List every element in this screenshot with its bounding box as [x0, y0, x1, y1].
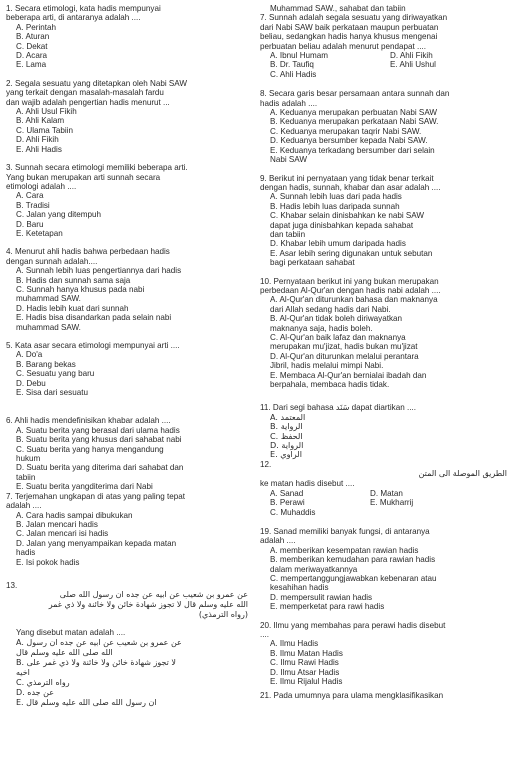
- option-b[interactable]: B. Keduanya merupakan perkataan Nabi SAW.: [270, 117, 439, 127]
- option-b[interactable]: B. Barang bekas: [16, 359, 76, 369]
- option-b[interactable]: B. Jalan mencari hadis: [16, 519, 98, 529]
- left-column: [6, 4, 248, 708]
- question-13: [6, 581, 248, 708]
- option-d[interactable]: D. Ahli Fikih: [390, 51, 433, 61]
- question-stem: 8. Secara garis besar persamaan antara sunnah dan hadis adalah ....: [260, 89, 450, 108]
- option-c[interactable]: C. رواه الترمذي: [16, 677, 70, 687]
- option-d[interactable]: D. Keduanya bersumber kepada Nabi SAW.: [270, 136, 428, 146]
- option-c[interactable]: C. Keduanya merupakan taqrir Nabi SAW.: [270, 126, 422, 136]
- question-stem: 6. Ahli hadis mendefinisikan khabar adalah ....: [6, 416, 171, 426]
- option-c[interactable]: C. Jalan yang ditempuh: [16, 210, 102, 220]
- option-c[interactable]: C. Suatu berita yang hanya mengandung hukum: [16, 444, 164, 464]
- option-e[interactable]: E. Keduanya terkadang bersumber dari selain Nabi SAW: [270, 145, 435, 165]
- option-a[interactable]: A. Keduanya merupakan perbuatan Nabi SAW: [270, 108, 438, 118]
- option-c[interactable]: C. Khabar selain dinisbahkan ke nabi SAW dapat juga dinisbahkan kepada sahabat dan tabiin: [270, 211, 425, 239]
- option-b[interactable]: B. Perawi: [270, 498, 305, 508]
- question-stem: 19. Sanad memiliki banyak fungsi, di antaranya adalah ....: [260, 526, 430, 546]
- question-stem: 4. Menurut ahli hadis bahwa perbedaan hadis dengan sunnah adalah....: [6, 247, 170, 266]
- question-11: [260, 403, 507, 459]
- option-b[interactable]: B. Suatu berita yang khusus dari sahabat nabi: [16, 435, 182, 445]
- option-c[interactable]: C. Jalan mencari isi hadis: [16, 529, 109, 539]
- option-d[interactable]: D. Ilmu Atsar Hadis: [270, 667, 340, 677]
- option-e[interactable]: E. Sisa dari sesuatu: [16, 388, 88, 398]
- option-e[interactable]: E. Ketetapan: [16, 228, 63, 238]
- question-3: [6, 163, 248, 238]
- option-a[interactable]: A. Ibnul Humam: [270, 51, 329, 61]
- option-a[interactable]: A. Perintah: [16, 22, 57, 32]
- question-stem: 7. Sunnah adalah segala sesuatu yang diriwayatkan dari Nabi SAW baik perkataan maupun perbuatan beliau, sedangkan hadis hanya khusus mengenai perbuatan beliau adalah menurut pendapat ....: [260, 13, 448, 51]
- question-21: 21. Pada umumnya para ulama mengklasifikasikan: [260, 691, 444, 701]
- option-e[interactable]: E. Ahli Hadis: [16, 144, 62, 154]
- option-d[interactable]: D. عن جده: [16, 687, 54, 697]
- question-9: [260, 174, 507, 268]
- arabic-phrase: الطريق الموصلة الى المتن: [418, 469, 507, 479]
- option-c[interactable]: C. Ahli Hadis: [270, 69, 317, 79]
- option-e[interactable]: E. memperketat para rawi hadis: [270, 602, 385, 612]
- option-e[interactable]: E. ان رسول الله صلى الله عليه وسلم قال: [16, 697, 157, 707]
- option-d[interactable]: D. الرواية: [270, 440, 304, 451]
- option-b[interactable]: B. Aturan: [16, 32, 50, 42]
- option-row: [270, 51, 507, 60]
- option-a[interactable]: A. Do'a: [16, 350, 43, 360]
- option-row: [270, 70, 507, 79]
- option-e[interactable]: E. Lama: [16, 60, 47, 70]
- option-a[interactable]: A. Sunnah lebih luas dari pada hadis: [270, 192, 402, 202]
- question-stem: 3. Sunnah secara etimologi memiliki beberapa arti. Yang bukan merupakan arti sunnah secara etimologi adalah ....: [6, 163, 188, 191]
- option-a[interactable]: A. Ahli Usul Fikih: [16, 107, 77, 117]
- option-b[interactable]: B. Hadis dan sunnah sama saja: [16, 275, 131, 285]
- option-d[interactable]: D. Hadis lebih kuat dari sunnah: [16, 303, 129, 313]
- stem-text: 11. Dari segi bahasa: [260, 403, 336, 413]
- option-row: [270, 60, 507, 69]
- option-b[interactable]: B. Al-Qur'an tidak boleh diriwayatkan maknanya saja, hadis boleh.: [270, 314, 403, 333]
- option-c[interactable]: C. Dekat: [16, 41, 48, 51]
- option-d[interactable]: D. Khabar lebih umum daripada hadis: [270, 239, 406, 249]
- option-e[interactable]: E. Suatu berita yangditerima dari Nabi: [16, 482, 153, 492]
- question-stem: Yang disebut matan adalah ....: [16, 628, 126, 638]
- question-stem: ke matan hadis disebut ....: [260, 479, 355, 489]
- option-b[interactable]: B. لا تجوز شهادة خائن ولا خائنة ولا ذي غمر على اخيه: [16, 657, 176, 677]
- option-c[interactable]: C. Sunnah hanya khusus pada nabi muhammad SAW.: [16, 284, 145, 304]
- option-d[interactable]: D. mempersulit rawian hadis: [270, 592, 373, 602]
- option-d[interactable]: D. Acara: [16, 51, 48, 61]
- right-column: [260, 4, 507, 701]
- question-stem: 7. Terjemahan ungkapan di atas yang paling tepat adalah ....: [6, 491, 185, 511]
- option-a[interactable]: A. Sunnah lebih luas pengertiannya dari hadis: [16, 266, 182, 276]
- option-e[interactable]: E. Mukharrij: [370, 498, 414, 508]
- question-2: [6, 79, 248, 154]
- option-e[interactable]: E. Ilmu Rijalul Hadis: [270, 677, 343, 686]
- option-c[interactable]: C. mempertanggungjawabkan kebenaran atau kesahihan hadis: [270, 573, 437, 593]
- option-c[interactable]: C. Sesuatu yang baru: [16, 369, 95, 379]
- option-c[interactable]: C. Muhaddis: [270, 507, 316, 517]
- question-12: [260, 460, 507, 517]
- question-5: [6, 341, 248, 397]
- continued-text: Muhammad SAW., sahabat dan tabiin: [270, 4, 406, 13]
- option-c[interactable]: C. Ulama Tabiin: [16, 125, 73, 135]
- option-a[interactable]: A. عن عمرو بن شعيب عن ابيه عن جده ان رسول الله صلى الله عليه وسلم قال: [16, 637, 182, 657]
- option-a[interactable]: A. Ilmu Hadis: [270, 639, 319, 649]
- option-c[interactable]: C. الحفظ: [270, 430, 303, 441]
- option-a[interactable]: A. Sanad: [270, 488, 304, 498]
- option-e[interactable]: E. Asar lebih sering digunakan untuk sebutan bagi perkataan sahabat: [270, 248, 433, 268]
- option-e[interactable]: E. Hadis bisa disandarkan pada selain nabi muhammad SAW.: [16, 313, 172, 332]
- option-b[interactable]: B. Dr. Taufiq: [270, 60, 314, 70]
- question-stem: 20. Ilmu yang membahas para perawi hadis disebut ....: [260, 620, 446, 639]
- option-row: [270, 508, 507, 517]
- option-a[interactable]: A. Al-Qur'an diturunkan bahasa dan maknanya dari Allah sedang hadis dari Nabi.: [270, 295, 438, 314]
- question-8: [260, 89, 507, 164]
- option-a[interactable]: A. المعتمد: [270, 411, 306, 422]
- option-row: [270, 498, 507, 507]
- option-a[interactable]: A. memberikan kesempatan rawian hadis: [270, 545, 419, 555]
- option-b[interactable]: B. Tradisi: [16, 200, 50, 210]
- option-d[interactable]: D. Jalan yang menyampaikan kepada matan hadis: [16, 538, 177, 558]
- question-stem: 5. Kata asar secara etimologi mempunyai arti ....: [6, 341, 180, 350]
- question-stem: 1. Secara etimologi, kata hadis mempunyai beberapa arti, di antaranya adalah ....: [6, 4, 161, 23]
- question-7b: [260, 13, 507, 79]
- question-stem: 9. Berikut ini pernyataan yang tidak benar terkait dengan hadis, sunnah, khabar dan asar adalah ....: [260, 173, 441, 192]
- option-d[interactable]: D. Al-Qur'an diturunkan melalui perantara Jibril, hadis melalui mimpi Nabi.: [270, 351, 419, 371]
- option-row: [270, 489, 507, 498]
- option-d[interactable]: D. Matan: [370, 488, 403, 498]
- option-e[interactable]: E. Ahli Ushul: [390, 60, 436, 70]
- arabic-hadith-text: عن عمرو بن شعيب عن ابيه عن جده ان رسول الله صلى الله عليه وسلم قال لا تجوز شهادة خائن ولا خائنة ولا ذي غمر (رواه الترمذي): [48, 590, 248, 620]
- option-a[interactable]: A. Suatu berita yang berasal dari ulama hadis: [16, 425, 180, 435]
- question-1: [6, 4, 248, 70]
- option-d[interactable]: D. Suatu berita yang diterima dari sahabat dan tabiin: [16, 463, 184, 482]
- option-e[interactable]: E. Membaca Al-Qur'an bernialai ibadah dan berpahala, membaca hadis tidak.: [270, 370, 427, 390]
- option-b[interactable]: B. Ahli Kalam: [16, 116, 65, 126]
- option-c[interactable]: C. Ilmu Rawi Hadis: [270, 658, 339, 668]
- option-e[interactable]: E. الراوي: [270, 449, 302, 460]
- option-e[interactable]: E. Isi pokok hadis: [16, 557, 80, 567]
- arabic-term: سَنَد: [335, 402, 350, 413]
- question-number: 13.: [6, 580, 18, 590]
- option-a[interactable]: A. Cara hadis sampai dibukukan: [16, 510, 133, 520]
- option-d[interactable]: D. Debu: [16, 378, 46, 388]
- question-stem: 2. Segala sesuatu yang ditetapkan oleh Nabi SAW yang terkait dengan masalah-masalah fardu dan wajib adalah pengertian hadis menurut ...: [6, 78, 188, 107]
- option-d[interactable]: D. Ahli Fikih: [16, 135, 59, 145]
- question-number: 12.: [260, 459, 272, 469]
- question-4: [6, 247, 248, 332]
- question-10: [260, 277, 507, 390]
- option-a[interactable]: A. Cara: [16, 191, 44, 201]
- option-b[interactable]: B. memberikan kemudahan para rawian hadis dalam meriwayatkannya: [270, 555, 436, 574]
- option-c[interactable]: C. Al-Qur'an baik lafaz dan maknanya merupakan mu'jizat, hadis bukan mu'jizat: [270, 333, 418, 352]
- option-b[interactable]: B. الرواية: [270, 421, 303, 432]
- question-6: [6, 416, 248, 491]
- stem-text: dapat diartikan ....: [349, 403, 416, 413]
- option-b[interactable]: B. Hadis lebih luas daripada sunnah: [270, 201, 400, 211]
- question-7: [6, 492, 248, 567]
- question-19: [260, 527, 507, 612]
- option-d[interactable]: D. Baru: [16, 219, 44, 229]
- question-20: [260, 621, 507, 687]
- question-stem: 10. Pernyataan berikut ini yang bukan merupakan perbedaan Al-Qur'an dengan hadis nabi adalah ....: [260, 276, 441, 295]
- option-b[interactable]: B. Ilmu Matan Hadis: [270, 648, 343, 658]
